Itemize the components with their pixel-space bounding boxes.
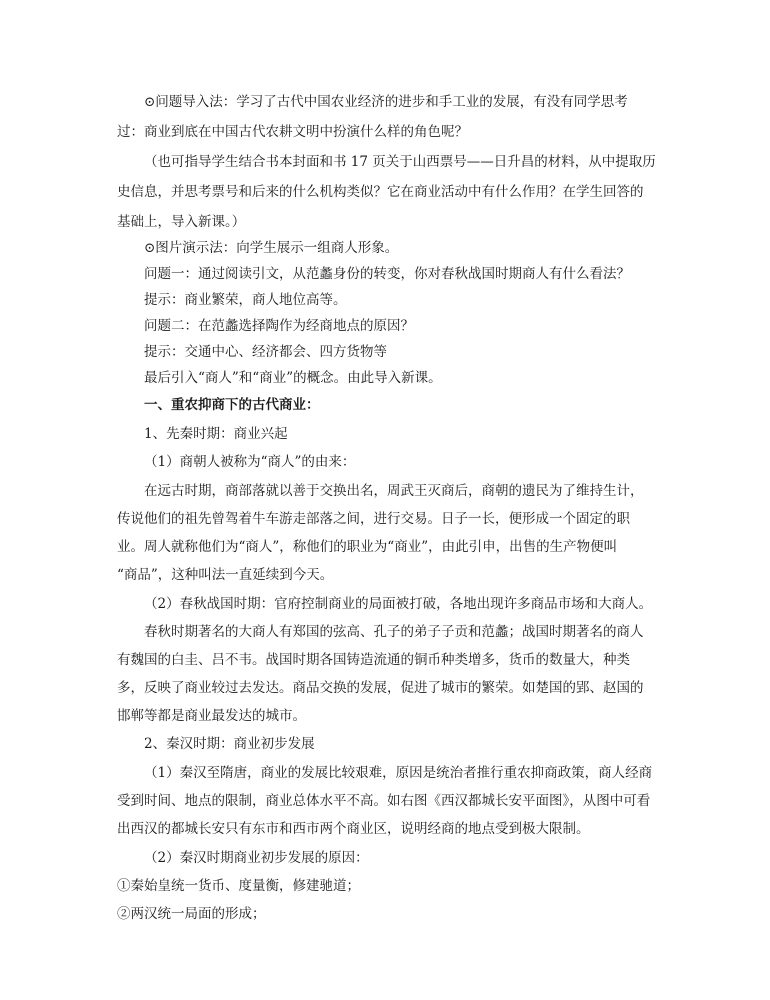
text-line: 业。周人就称他们为“商人”，称他们的职业为“商业”，由此引申，出售的生产物便叫	[117, 539, 618, 555]
text-line: 提示：交通中心、经济都会、四方货物等	[144, 344, 387, 360]
subsection-heading: 1、先秦时期：商业兴起	[144, 426, 288, 442]
text-line: （2）春秋战国时期：官府控制商业的局面被打破，各地出现许多商品市场和大商人。	[144, 596, 653, 612]
text-line: 提示：商业繁荣，商人地位高等。	[144, 292, 347, 308]
text-line: ①秦始皇统一货币、度量衡，修建驰道；	[117, 878, 360, 894]
text-line: 基础上，导入新课。）	[117, 214, 246, 230]
text-line: 受到时间、地点的限制，商业总体水平不高。如右图《西汉都城长安平面图》，从图中可看	[117, 793, 651, 809]
text-line: 过：商业到底在中国古代农耕文明中扮演什么样的角色呢？	[117, 124, 468, 140]
text-line: （2）秦汉时期商业初步发展的原因：	[144, 850, 369, 866]
text-line: ⊙问题导入法：学习了古代中国农业经济的进步和手工业的发展，有没有同学思考	[144, 94, 628, 110]
text-line: 春秋时期著名的大商人有郑国的弦高、孔子的弟子子贡和范蠡；战国时期著名的商人	[144, 624, 644, 640]
text-line: 史信息，并思考票号和后来的什么机构类似？它在商业活动中有什么作用？在学生回答的	[117, 184, 644, 200]
subsection-heading: 2、秦汉时期：商业初步发展	[144, 736, 315, 752]
text-line: 传说他们的祖先曾驾着牛车游走部落之间，进行交易。日子一长，便形成一个固定的职	[117, 511, 630, 527]
text-line: 出西汉的都城长安只有东市和西市两个商业区，说明经商的地点受到极大限制。	[117, 821, 590, 837]
text-line: （也可指导学生结合书本封面和书 17 页关于山西票号——日升昌的材料，从中提取历	[144, 154, 656, 170]
text-line: （1）秦汉至隋唐，商业的发展比较艰难，原因是统治者推行重农抑商政策，商人经商	[144, 765, 653, 781]
text-line: 有魏国的白圭、吕不韦。战国时期各国铸造流通的铜币种类增多，货币的数量大，种类	[117, 652, 630, 668]
text-line: （1）商朝人被称为“商人”的由来：	[144, 454, 356, 470]
text-line: 问题一：通过阅读引文，从范蠡身份的转变，你对春秋战国时期商人有什么看法？	[144, 266, 630, 282]
text-line: “商品”，这种叫法一直延续到今天。	[117, 567, 334, 583]
text-line: 在远古时期，商部落就以善于交换出名，周武王灭商后，商朝的遗民为了维持生计，	[144, 483, 644, 499]
text-line: ②两汉统一局面的形成；	[117, 906, 266, 922]
text-line: 最后引入“商人”和“商业”的概念。由此导入新课。	[144, 370, 442, 386]
text-line: 邯郸等都是商业最发达的城市。	[117, 708, 306, 724]
text-line: 问题二：在范蠡选择陶作为经商地点的原因？	[144, 318, 414, 334]
text-line: 多，反映了商业较过去发达。商品交换的发展，促进了城市的繁荣。如楚国的郢、赵国的	[117, 680, 644, 696]
text-line: ⊙图片演示法：向学生展示一组商人形象。	[144, 240, 399, 256]
section-heading: 一、重农抑商下的古代商业：	[144, 397, 320, 413]
